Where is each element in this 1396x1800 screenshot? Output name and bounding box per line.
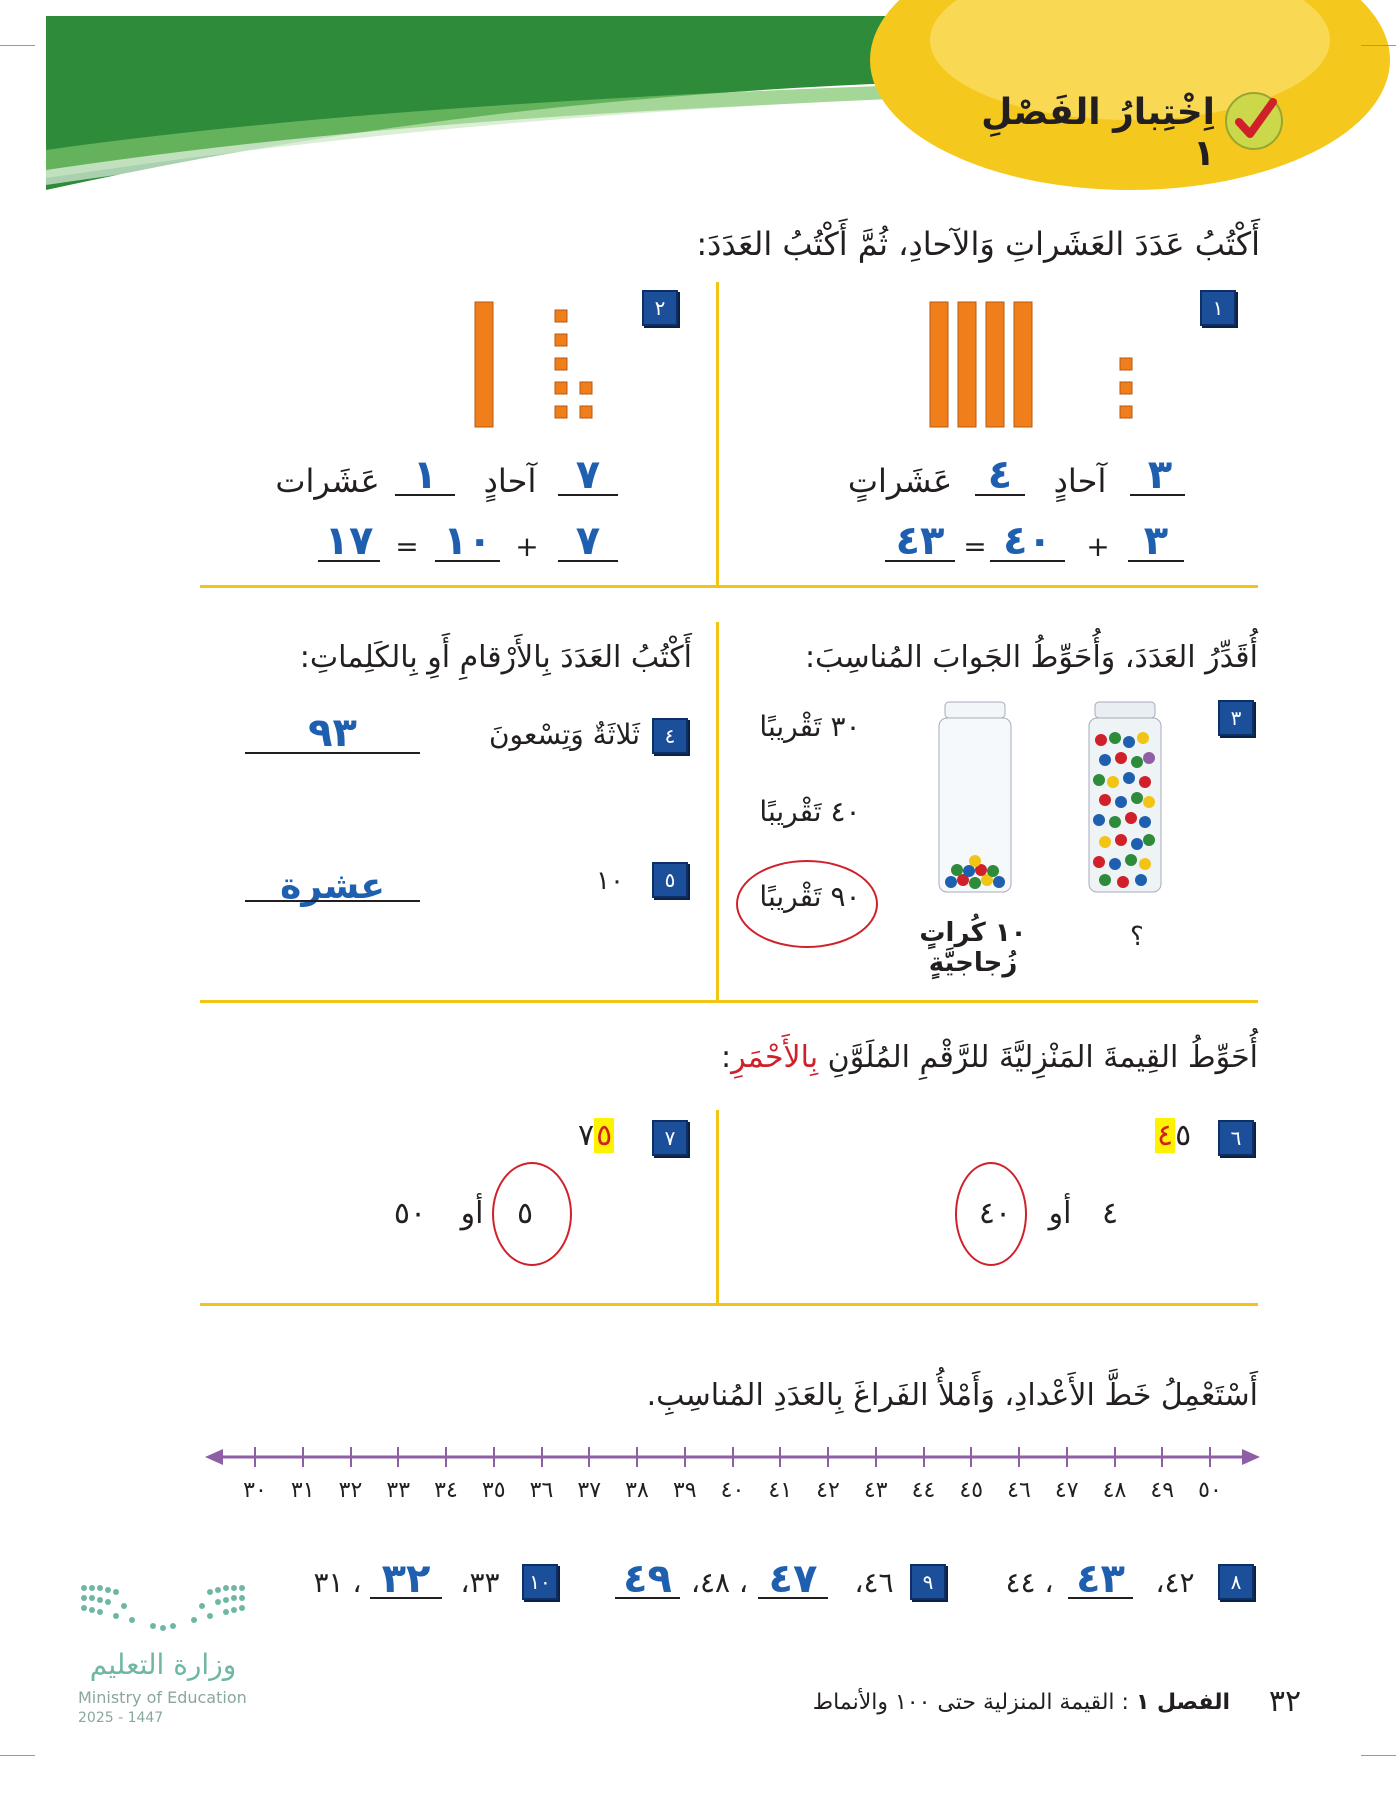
q1-ones-value-line xyxy=(1128,560,1184,562)
q9-answer-1: ٤٧ xyxy=(768,1556,818,1602)
check-icon xyxy=(1225,92,1283,150)
number-line-tick xyxy=(636,1447,638,1467)
section3-instruction: أَكْتُبُ العَدَدَ بِالأَرْقامِ أَوِ بِالكَلِماتِ: xyxy=(299,640,692,675)
crop-mark-br xyxy=(1361,1755,1396,1756)
ministry-name-arabic: وزارة التعليم xyxy=(89,1648,237,1681)
q1-badge: ١ xyxy=(1200,290,1236,326)
divider-h1 xyxy=(200,585,1258,588)
crop-mark-tr xyxy=(1361,45,1396,46)
number-line-label: ٤٨ xyxy=(1102,1478,1127,1503)
q4-answer-line xyxy=(245,752,420,754)
q2-tens-value: ١٠ xyxy=(443,518,492,564)
q7-digit: ٧ xyxy=(578,1118,595,1153)
q2-ones-value: ٧ xyxy=(575,518,601,564)
number-line-label: ٤٢ xyxy=(816,1478,840,1503)
q8-suffix: ، ٤٤ xyxy=(1005,1566,1054,1599)
section4-instruction-end: : xyxy=(720,1040,732,1075)
q5-badge: ٥ xyxy=(652,862,688,898)
q7-or: أو xyxy=(460,1196,484,1231)
q2-ones-value-line xyxy=(558,560,618,562)
q9-middle: ، ٤٨، xyxy=(690,1566,749,1599)
number-line-tick xyxy=(827,1447,829,1467)
number-line-tick xyxy=(923,1447,925,1467)
number-line-label: ٣١ xyxy=(290,1478,315,1503)
q10-prefix: ٣٣، xyxy=(460,1566,500,1599)
number-line-tick xyxy=(445,1447,447,1467)
q7-digit-highlighted: ٥ xyxy=(596,1118,613,1153)
number-line-label: ٤٤ xyxy=(911,1478,936,1503)
q5-text: ١٠ xyxy=(596,866,624,896)
q2-ones-label: آحادٍ xyxy=(483,462,537,500)
section4-instruction-main: أُحَوِّطُ القِيمةَ المَنْزِليَّةَ للرَّقْمِ المُلَوَّنِ xyxy=(818,1040,1258,1075)
q3-option-90[interactable]: ٩٠ تَقْريبًا xyxy=(759,880,861,913)
q8-answer-line xyxy=(1068,1597,1133,1599)
number-line-tick xyxy=(588,1447,590,1467)
divider-v1 xyxy=(716,282,719,587)
q2-equals: = xyxy=(395,530,419,563)
section2-instruction: أُقَدِّرُ العَدَدَ، وَأُحَوِّطُ الجَوابَ المُناسِبَ: xyxy=(804,640,1258,675)
footer-subtitle: القيمة المنزلية حتى ١٠٠ والأنماط xyxy=(812,1690,1115,1715)
number-line-label: ٥٠ xyxy=(1198,1478,1222,1503)
q8-prefix: ٤٢، xyxy=(1155,1566,1195,1599)
q1-ones-answer: ٣ xyxy=(1147,452,1173,498)
q4-answer: ٩٣ xyxy=(308,710,357,756)
ministry-name-english: Ministry of Education xyxy=(78,1688,247,1707)
number-line-label: ٣٢ xyxy=(338,1478,363,1503)
q5-answer: عشرة xyxy=(280,866,385,907)
number-line-tick xyxy=(1066,1447,1068,1467)
q3-question-mark: ؟ xyxy=(1130,922,1144,952)
footer-chapter-info xyxy=(760,1690,1230,1715)
number-line-tick xyxy=(684,1447,686,1467)
number-line-tick xyxy=(1209,1447,1211,1467)
q1-ones-value: ٣ xyxy=(1143,518,1169,564)
q6-answer-circle xyxy=(955,1162,1027,1266)
number-line-label: ٣٧ xyxy=(577,1478,602,1503)
q1-ones-label: آحادٍ xyxy=(1053,462,1107,500)
q9-badge: ٩ xyxy=(910,1564,946,1600)
ministry-year: 2025 - 1447 xyxy=(78,1710,164,1726)
number-line-tick xyxy=(1114,1447,1116,1467)
number-line-label: ٤٥ xyxy=(959,1478,984,1503)
number-line-label: ٣٣ xyxy=(386,1478,411,1503)
number-line-tick xyxy=(254,1447,256,1467)
number-line-tick xyxy=(302,1447,304,1467)
number-line-label: ٤٩ xyxy=(1150,1478,1175,1503)
q7-option-a[interactable]: ٥ xyxy=(516,1196,534,1231)
q2-ones-answer: ٧ xyxy=(575,452,601,498)
q1-tens-value-line xyxy=(990,560,1065,562)
footer-page-number: ٣٢ xyxy=(1268,1684,1302,1719)
q7-badge: ٧ xyxy=(652,1120,688,1156)
q2-total-line xyxy=(318,560,380,562)
q2-blocks xyxy=(470,300,600,430)
crop-mark-bl xyxy=(0,1755,35,1756)
q10-badge: ١٠ xyxy=(522,1564,558,1600)
q2-total: ١٧ xyxy=(324,518,374,564)
section1-instruction: أَكْتُبُ عَدَدَ العَشَراتِ وَالآحادِ، ثُمَّ أَكْتُبُ العَدَدَ: xyxy=(696,225,1260,263)
q1-equals: = xyxy=(963,530,987,563)
number-line-tick xyxy=(779,1447,781,1467)
q6-number xyxy=(1155,1118,1191,1153)
q2-tens-answer: ١ xyxy=(412,452,438,498)
number-line-label: ٤١ xyxy=(768,1478,793,1503)
q9-answer-2-line xyxy=(615,1597,680,1599)
divider-h2 xyxy=(200,1000,1258,1003)
q6-badge: ٦ xyxy=(1218,1120,1254,1156)
q9-answer-1-line xyxy=(758,1597,828,1599)
q1-total: ٤٣ xyxy=(895,518,945,564)
q6-digit-highlighted: ٤ xyxy=(1157,1118,1174,1153)
section5-instruction: أَسْتَعْمِلُ خَطَّ الأَعْدادِ، وَأَمْلأُ الفَراغَ بِالعَدَدِ المُناسِبِ. xyxy=(646,1378,1258,1413)
jar-ten xyxy=(935,700,1015,895)
number-line-label: ٣٥ xyxy=(481,1478,506,1503)
q6-digit: ٥ xyxy=(1175,1118,1192,1153)
q2-badge: ٢ xyxy=(642,290,678,326)
number-line-tick xyxy=(970,1447,972,1467)
number-line-tick xyxy=(875,1447,877,1467)
number-line-tick xyxy=(350,1447,352,1467)
section4-instruction xyxy=(600,1040,1258,1075)
q7-number xyxy=(578,1118,614,1153)
q1-blocks xyxy=(925,300,1135,430)
divider-v3 xyxy=(716,1110,719,1305)
section4-instruction-red: بِالأَحْمَرِ xyxy=(731,1040,819,1075)
number-line-tick xyxy=(397,1447,399,1467)
number-line-label: ٤٦ xyxy=(1007,1478,1031,1503)
number-line-tick xyxy=(1018,1447,1020,1467)
divider-h3 xyxy=(200,1303,1258,1306)
q5-answer-line xyxy=(245,900,420,902)
q4-text: ثَلاثَةٌ وَتِسْعونَ xyxy=(488,718,640,751)
number-line-label: ٣٩ xyxy=(672,1478,697,1503)
q7-option-b[interactable]: ٥٠ xyxy=(393,1196,427,1231)
q10-answer-line xyxy=(370,1597,442,1599)
q2-ones-line xyxy=(558,494,618,496)
q9-prefix: ٤٦، xyxy=(854,1566,894,1599)
q3-option-30[interactable]: ٣٠ تَقْريبًا xyxy=(759,710,861,743)
q7-answer-circle xyxy=(492,1162,572,1266)
jar-full xyxy=(1085,700,1165,895)
q1-tens-label: عَشَراتٍ xyxy=(847,462,953,500)
number-line-tick xyxy=(1161,1447,1163,1467)
q6-option-b[interactable]: ٤٠ xyxy=(978,1196,1012,1231)
q3-answer-circle xyxy=(736,860,878,948)
q2-tens-value-line xyxy=(435,560,500,562)
number-line-label: ٤٣ xyxy=(863,1478,888,1503)
q9-answer-2: ٤٩ xyxy=(623,1556,672,1602)
number-line-label: ٣٤ xyxy=(434,1478,458,1503)
number-line-label: ٤٠ xyxy=(720,1478,745,1503)
q3-option-40[interactable]: ٤٠ تَقْريبًا xyxy=(759,795,861,828)
ministry-logo-mark xyxy=(78,1578,248,1638)
footer-separator: : xyxy=(1121,1690,1129,1715)
q8-answer: ٤٣ xyxy=(1076,1556,1125,1602)
footer-chapter: الفصل ١ xyxy=(1135,1690,1230,1715)
q2-tens-label: عَشَرات xyxy=(275,462,380,500)
page-title: اِخْتِبارُ الفَصْلِ ١ xyxy=(981,92,1215,174)
q6-or: أو xyxy=(1048,1196,1072,1231)
number-line-label: ٤٧ xyxy=(1054,1478,1079,1503)
q10-answer: ٣٢ xyxy=(381,1556,431,1602)
number-line-tick xyxy=(732,1447,734,1467)
number-line-label: ٣٦ xyxy=(529,1478,554,1503)
q4-badge: ٤ xyxy=(652,718,688,754)
q10-suffix: ، ٣١ xyxy=(313,1566,362,1599)
q2-tens-line xyxy=(395,494,455,496)
q8-badge: ٨ xyxy=(1218,1564,1254,1600)
number-line-label: ٣٨ xyxy=(625,1478,649,1503)
q1-tens-value: ٤٠ xyxy=(1003,518,1052,564)
q3-jar-label: ١٠ كُراتٍ زُجاجيَّةٍ xyxy=(919,918,1027,978)
q1-tens-answer: ٤ xyxy=(987,452,1013,498)
q2-plus: + xyxy=(515,530,539,563)
q1-tens-line xyxy=(975,494,1025,496)
number-line-label: ٣٠ xyxy=(243,1478,267,1503)
q1-ones-line xyxy=(1130,494,1185,496)
number-line-tick xyxy=(541,1447,543,1467)
q3-badge: ٣ xyxy=(1218,700,1254,736)
crop-mark-tl xyxy=(0,45,35,46)
q1-total-line xyxy=(885,560,955,562)
q6-option-a[interactable]: ٤ xyxy=(1101,1196,1119,1231)
divider-v2 xyxy=(716,622,719,1002)
number-line-tick xyxy=(493,1447,495,1467)
q1-plus: + xyxy=(1086,530,1110,563)
